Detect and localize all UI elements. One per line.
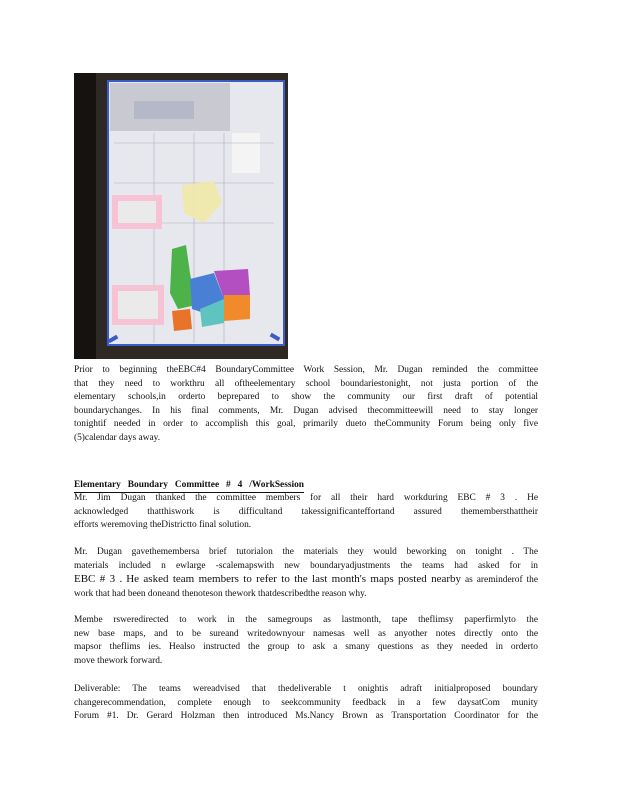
thanks-paragraph bbox=[74, 492, 538, 533]
text-line: work that had been doneand thenoteson thework thatdescribedthe reason why. bbox=[74, 588, 367, 599]
text-line: Mr. Jim Dugan thanked the committee members for all their hard workduring EBC # 3 . He bbox=[74, 493, 538, 503]
tutorial-paragraph bbox=[74, 546, 538, 601]
boundary-map-graphic bbox=[74, 73, 288, 359]
text-line: Prior to beginning theEBC#4 BoundaryCommittee Work Session, Mr. Dugan reminded the committee bbox=[74, 365, 538, 375]
text-line: Membe rsweredirected to work in the samegroups as lastmonth, tape theflimsy paperfirmlyto the bbox=[74, 615, 538, 625]
emphasized-sentence: He asked team members to refer to the last month's maps posted nearby bbox=[126, 573, 462, 586]
text-line: efforts weremoving theDistrictto final solution. bbox=[74, 520, 252, 531]
deliverable-paragraph bbox=[74, 683, 538, 724]
text-line: (5)calendar days away. bbox=[74, 432, 161, 443]
section-heading: Elementary Boundary Committee # 4 /WorkSession bbox=[74, 479, 304, 493]
text-line: tonightif needed in order to accomplish this goal, primarily dueto theCommunity Forum being only five bbox=[74, 419, 538, 430]
text-line: acknowledged thatthiswork is difficultand takessignificanteffortand assured themembersthattheir bbox=[74, 506, 538, 517]
boundary-map-photo bbox=[74, 73, 288, 359]
text-line: boundarychanges. In his final comments, Mr. Dugan advised thecommitteewill need to stay longer bbox=[74, 405, 538, 416]
text-line: move thework forward. bbox=[74, 655, 163, 666]
text-line bbox=[74, 573, 538, 588]
text-line: Deliverable: The teams wereadvised that thedeliverable t onightis adraft initialproposed boundary bbox=[74, 684, 538, 694]
text-line: that they need to workthru all oftheelementary school boundariestonight, not justa portion of the bbox=[74, 378, 538, 389]
text-line: changerecommendation, complete enough to seekcommunity feedback in a few daysatCom munity bbox=[74, 697, 538, 708]
text-line: Mr. Dugan gavethemembersa brief tutorialon the materials they would beworking on tonight . The bbox=[74, 547, 538, 557]
line-prefix: EBC # 3 . bbox=[74, 573, 123, 586]
text-line: mapsor theflims ies. Healso instructed the group to ask a smany questions as they needed in orderto bbox=[74, 642, 538, 653]
line-suffix: as areminderof the bbox=[465, 575, 538, 586]
directions-paragraph bbox=[74, 614, 538, 668]
text-line: materials included n ewlarge -scalemapswith new boundaryadjustments the teams had asked for in bbox=[74, 560, 538, 571]
text-line: new base maps, and to be sureand writedownyour namesas well as anyother notes directly onto the bbox=[74, 628, 538, 639]
intro-paragraph bbox=[74, 364, 538, 446]
text-line: Forum #1. Dr. Gerard Holzman then introduced Ms.Nancy Brown as Transportation Coordinator for the bbox=[74, 711, 538, 722]
text-line: elementary schools,in orderto beprepared to show the community our first draft of potential bbox=[74, 392, 538, 403]
